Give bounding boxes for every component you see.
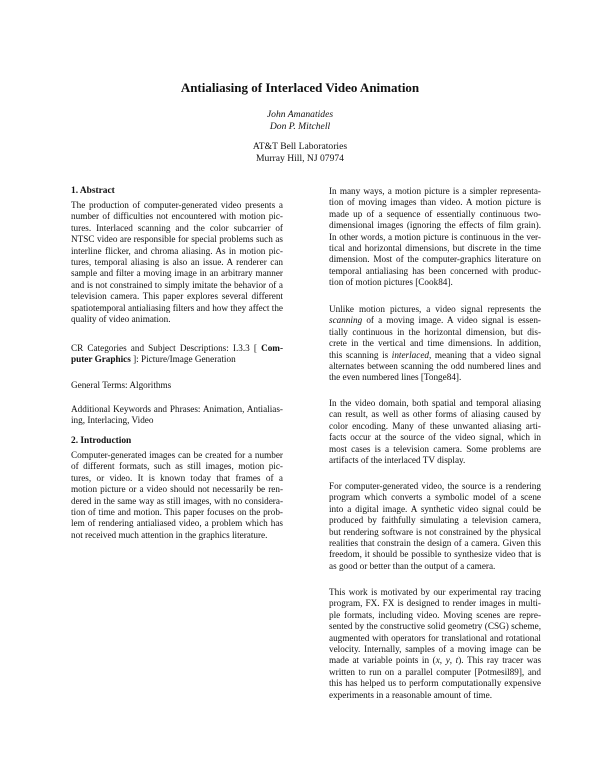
math-var: t bbox=[455, 655, 459, 666]
text-line: realities that constrain the design of a camera. Given this bbox=[329, 538, 541, 549]
text-line bbox=[71, 343, 283, 354]
cr-categories bbox=[71, 343, 283, 366]
affiliation: Murray Hill, NJ 07974 bbox=[256, 153, 344, 164]
text-line: augmented with operators for translational and rotational bbox=[329, 632, 541, 643]
text-run: meaning that a video signal bbox=[431, 349, 541, 360]
text-line: alternates between scanning the odd numbered lines and bbox=[329, 361, 541, 372]
text-line: tially continuous in the horizontal dimension, but dis- bbox=[329, 326, 541, 337]
text-line bbox=[329, 350, 541, 361]
text-line: but rendering software is not constrained by the physical bbox=[329, 526, 541, 537]
text-line: lem of rendering antialiased video, a problem which has bbox=[71, 518, 283, 529]
abstract-paragraph bbox=[71, 200, 283, 325]
text-line: as good or better than the output of a camera. bbox=[329, 560, 496, 571]
text-line: In other words, a motion picture is continuous in the ver- bbox=[329, 231, 541, 242]
text-line: temporal antialiasing has been concerned with produc- bbox=[329, 265, 541, 276]
keywords bbox=[71, 404, 283, 427]
text-line: ple formats, including video. Moving scenes are repre- bbox=[329, 609, 541, 620]
text-line: the even numbered lines [Tonge84]. bbox=[329, 372, 462, 383]
text-line: sample and filter a moving image in an arbitrary manner bbox=[71, 268, 283, 279]
text-line: tion of moving images than video. A motion picture is bbox=[329, 197, 541, 208]
paragraph bbox=[329, 304, 541, 384]
paragraph bbox=[329, 398, 541, 466]
text-line: quality of video animation. bbox=[71, 314, 171, 325]
italic-term: interlaced, bbox=[391, 349, 432, 360]
author-name: Don P. Mitchell bbox=[269, 121, 331, 132]
text-line: tures, or video. It is known today that frames of a bbox=[71, 472, 283, 483]
general-terms: General Terms: Algorithms bbox=[71, 380, 172, 390]
text-line: most cases is a television camera. Some problems are bbox=[329, 443, 541, 454]
text-run: , bbox=[439, 655, 446, 666]
text-line: into a digital image. A synthetic video signal could be bbox=[329, 503, 541, 514]
paragraph bbox=[329, 186, 541, 289]
text-line: motion picture or a video should not necessarily be ren- bbox=[71, 484, 283, 495]
text-line: and is not constrained to simply imitate the behavior of a bbox=[71, 279, 283, 290]
cr-bold-text: Com- bbox=[261, 343, 284, 353]
text-line: facts occur at the source of the video signal, which in bbox=[329, 432, 541, 443]
text-line: produced by faithfully simulating a television camera, bbox=[329, 515, 541, 526]
text-line: The production of computer-generated video presents a bbox=[71, 200, 283, 210]
text-line: number of difficulties not encountered with motion pic- bbox=[71, 211, 283, 222]
text-line: program which converts a symbolic model of a scene bbox=[329, 492, 541, 503]
text-line: written to run on a parallel computer [Potmesil89], and bbox=[329, 666, 541, 677]
text-line: dimensional images (ignoring the effects of film grain). bbox=[329, 220, 541, 231]
text-line: freedom, it should be possible to synthesize video that is bbox=[329, 549, 541, 560]
text-line: spatiotemporal antialiasing filters and how they affect the bbox=[71, 302, 283, 313]
text-line: dered in the same way as still images, with no considera- bbox=[71, 495, 283, 506]
text-line: Computer-generated images can be created for a number bbox=[71, 450, 283, 460]
text-line bbox=[329, 315, 541, 326]
text-line: tures, temporal aliasing is also an issue. A renderer can bbox=[71, 257, 283, 268]
text-line: interline flicker, and chroma aliasing. As in motion pic- bbox=[71, 245, 283, 256]
cr-text: CR Categories and Subject Descriptions: I.3.3 [ bbox=[71, 343, 257, 353]
math-var: y bbox=[445, 655, 450, 666]
text-line: television camera. This paper explores several different bbox=[71, 291, 283, 302]
text-line: this has helped us to perform computationally expensive bbox=[329, 678, 541, 689]
section-heading-introduction: 2. Introduction bbox=[71, 436, 132, 446]
text-line: program, FX. FX is designed to render images in multi- bbox=[329, 598, 541, 609]
author-name: John Amanatides bbox=[266, 109, 334, 120]
text-line: tical and horizontal dimensions, but discrete in the time bbox=[329, 243, 541, 254]
text-line: crete in the vertical and time dimensions. In addition, bbox=[329, 338, 541, 349]
paper-title: Antialiasing of Interlaced Video Animation bbox=[180, 80, 420, 95]
affiliation: AT&T Bell Laboratories bbox=[252, 141, 348, 152]
text-line: This work is motivated by our experimental ray tracing bbox=[329, 587, 541, 597]
text-line: tion of motion pictures [Cook84]. bbox=[329, 277, 453, 288]
text-line: made up of a sequence of essentially continuous two- bbox=[329, 208, 541, 219]
italic-term: scanning bbox=[329, 315, 363, 326]
text-line: dimension. Most of the computer-graphics literature on bbox=[329, 254, 541, 265]
text-line: of different formats, such as still images, motion pic- bbox=[71, 461, 283, 472]
text-line: ing, Interlacing, Video bbox=[71, 415, 154, 426]
text-run: , bbox=[449, 655, 456, 666]
text-line: For computer-generated video, the source is a rendering bbox=[329, 481, 541, 491]
text-line: Unlike motion pictures, a video signal represents the bbox=[329, 304, 541, 314]
text-line: experiments in a reasonable amount of time. bbox=[329, 689, 493, 700]
text-line: velocity. Internally, samples of a moving image can be bbox=[329, 644, 541, 655]
paragraph bbox=[329, 587, 541, 701]
text-line: Additional Keywords and Phrases: Animation, Antialias- bbox=[71, 404, 283, 414]
cr-text: ]: Picture/Image Generation bbox=[130, 354, 236, 365]
text-line: In many ways, a motion picture is a simpler representa- bbox=[329, 186, 541, 196]
paragraph bbox=[329, 481, 541, 572]
text-line: tures. Interlaced scanning and the color subcarrier of bbox=[71, 222, 283, 233]
text-line: not received much attention in the graphics literature. bbox=[71, 529, 268, 540]
text-line: In the video domain, both spatial and temporal aliasing bbox=[329, 398, 541, 408]
text-line: sented by the constructive solid geometry (CSG) scheme, bbox=[329, 621, 541, 632]
math-var: x bbox=[435, 655, 440, 666]
text-line: NTSC video are responsible for special problems such as bbox=[71, 234, 283, 245]
cr-bold-text: puter Graphics bbox=[71, 354, 131, 365]
text-line bbox=[329, 655, 541, 666]
text-line bbox=[71, 354, 283, 365]
text-line: artifacts of the interlaced TV display. bbox=[329, 455, 466, 466]
text-run: this scanning is bbox=[329, 349, 392, 360]
text-run: ). This ray tracer was bbox=[458, 655, 542, 666]
text-run: of a moving image. A video signal is essen- bbox=[362, 315, 541, 326]
text-run: made at variable points in ( bbox=[329, 655, 436, 666]
text-line: color encoding. Many of these unwanted aliasing arti- bbox=[329, 420, 541, 431]
text-line: can result, as well as other forms of aliasing caused by bbox=[329, 409, 541, 420]
introduction-paragraph bbox=[71, 450, 283, 541]
section-heading-abstract: 1. Abstract bbox=[71, 186, 115, 196]
text-line: tion of time and motion. This paper focuses on the prob- bbox=[71, 507, 283, 518]
